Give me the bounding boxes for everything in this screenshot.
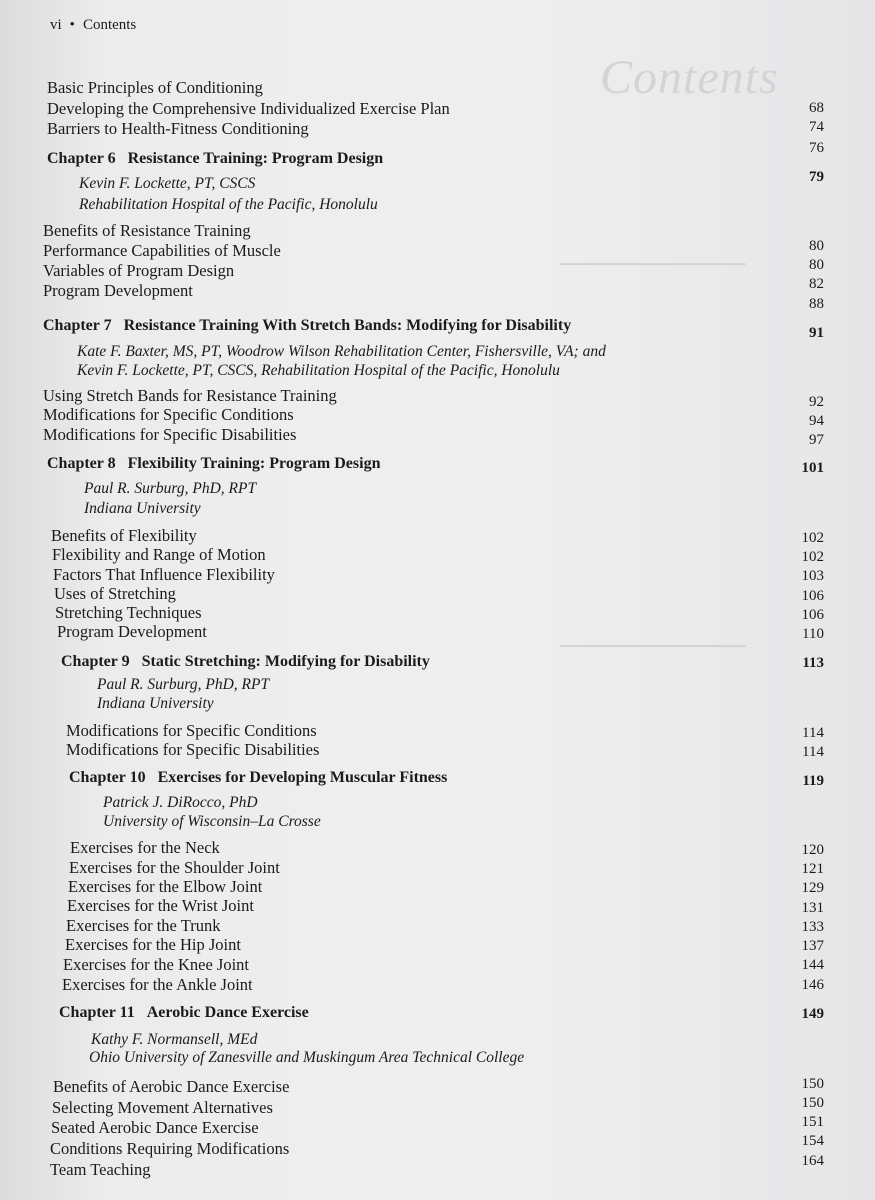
toc-page-number: 146 xyxy=(801,977,824,993)
chapter-6-page: 79 xyxy=(809,169,824,185)
toc-page-number: 120 xyxy=(801,842,824,858)
toc-page-number: 106 xyxy=(801,588,824,604)
toc-page-number: 82 xyxy=(809,276,824,292)
toc-page-number: 102 xyxy=(801,549,824,565)
chapter-6-title[interactable]: Chapter 6 Resistance Training: Program Design xyxy=(47,150,384,167)
toc-entry[interactable]: Modifications for Specific Disabilities xyxy=(66,740,320,759)
show-through-text: ━━━━━━━━━━━━━━━━━━━━━━━━━━━━ xyxy=(560,641,746,653)
toc-entry[interactable]: Benefits of Resistance Training xyxy=(43,221,251,240)
toc-entry[interactable]: Seated Aerobic Dance Exercise xyxy=(51,1118,259,1137)
toc-entry[interactable]: Barriers to Health-Fitness Conditioning xyxy=(47,119,309,138)
toc-page-number: 92 xyxy=(809,394,824,410)
chapter-9-title[interactable]: Chapter 9 Static Stretching: Modifying for Disability xyxy=(61,653,430,670)
chapter-10-page: 119 xyxy=(802,773,824,789)
chapter-6-affiliation: Rehabilitation Hospital of the Pacific, Honolulu xyxy=(79,196,378,213)
header-page-number: vi xyxy=(50,17,62,33)
toc-entry[interactable]: Benefits of Aerobic Dance Exercise xyxy=(53,1077,290,1096)
toc-page-number: 102 xyxy=(801,530,824,546)
toc-page-number: 164 xyxy=(801,1153,824,1169)
toc-page-number: 80 xyxy=(809,257,824,273)
toc-entry[interactable]: Flexibility and Range of Motion xyxy=(52,545,266,564)
toc-entry[interactable]: Team Teaching xyxy=(50,1160,151,1179)
toc-page-number: 144 xyxy=(801,957,824,973)
toc-page-number: 80 xyxy=(809,238,824,254)
toc-page-number: 97 xyxy=(809,432,824,448)
toc-page-number: 154 xyxy=(801,1133,824,1149)
toc-entry[interactable]: Exercises for the Neck xyxy=(70,838,220,857)
toc-entry[interactable]: Variables of Program Design xyxy=(43,261,235,280)
toc-entry[interactable]: Modifications for Specific Disabilities xyxy=(43,425,297,444)
chapter-10-author: Patrick J. DiRocco, PhD xyxy=(103,794,258,811)
toc-page-number: 133 xyxy=(801,919,824,935)
chapter-9-page: 113 xyxy=(802,655,824,671)
toc-entry[interactable]: Developing the Comprehensive Individualized Exercise Plan xyxy=(47,99,450,118)
toc-page-number: 129 xyxy=(801,880,824,896)
toc-entry[interactable]: Using Stretch Bands for Resistance Training xyxy=(43,386,337,405)
toc-page-number: 74 xyxy=(809,119,824,135)
chapter-7-author: Kate F. Baxter, MS, PT, Woodrow Wilson Rehabilitation Center, Fishersville, VA; and xyxy=(77,343,606,360)
toc-entry[interactable]: Modifications for Specific Conditions xyxy=(43,405,294,424)
toc-entry[interactable]: Exercises for the Trunk xyxy=(66,916,221,935)
chapter-8-author: Paul R. Surburg, PhD, RPT xyxy=(84,480,257,497)
chapter-7-page: 91 xyxy=(809,325,824,341)
chapter-6-author: Kevin F. Lockette, PT, CSCS xyxy=(79,175,256,192)
chapter-8-page: 101 xyxy=(801,460,824,476)
toc-page-number: 106 xyxy=(801,607,824,623)
chapter-10-affiliation: University of Wisconsin–La Crosse xyxy=(103,813,321,830)
toc-page-number: 151 xyxy=(801,1114,824,1130)
toc-entry[interactable]: Performance Capabilities of Muscle xyxy=(43,241,281,260)
toc-entry[interactable]: Factors That Influence Flexibility xyxy=(53,565,275,584)
toc-page-number: 114 xyxy=(802,744,824,760)
chapter-8-title[interactable]: Chapter 8 Flexibility Training: Program Design xyxy=(47,455,381,472)
toc-entry[interactable]: Program Development xyxy=(57,622,207,641)
header-bullet: • xyxy=(69,17,75,33)
toc-entry[interactable]: Exercises for the Knee Joint xyxy=(63,955,250,974)
chapter-9-author: Paul R. Surburg, PhD, RPT xyxy=(97,676,270,693)
toc-page-number: 150 xyxy=(801,1095,824,1111)
toc-page-number: 88 xyxy=(809,296,824,312)
show-through-heading: Contents xyxy=(600,51,779,104)
chapter-8-affiliation: Indiana University xyxy=(84,500,201,517)
chapter-9-affiliation: Indiana University xyxy=(97,695,214,712)
toc-entry[interactable]: Exercises for the Wrist Joint xyxy=(67,896,254,915)
toc-entry[interactable]: Benefits of Flexibility xyxy=(51,526,197,545)
chapter-7-title[interactable]: Chapter 7 Resistance Training With Stretch Bands: Modifying for Disability xyxy=(43,317,572,334)
chapter-11-affiliation: Ohio University of Zanesville and Muskingum Area Technical College xyxy=(89,1049,525,1066)
chapter-7-author: Kevin F. Lockette, PT, CSCS, Rehabilitation Hospital of the Pacific, Honolulu xyxy=(77,362,560,379)
toc-page-number: 150 xyxy=(801,1076,824,1092)
toc-page-number: 68 xyxy=(809,100,824,116)
header-title: Contents xyxy=(82,17,137,33)
toc-entry[interactable]: Exercises for the Ankle Joint xyxy=(62,975,253,994)
toc-entry[interactable]: Exercises for the Hip Joint xyxy=(65,935,241,954)
toc-page-number: 76 xyxy=(809,140,824,156)
toc-entry[interactable]: Program Development xyxy=(43,281,193,300)
toc-page-number: 110 xyxy=(802,626,824,642)
toc-page-number: 131 xyxy=(801,900,824,916)
chapter-10-title[interactable]: Chapter 10 Exercises for Developing Muscular Fitness xyxy=(69,769,448,786)
show-through-text: ━━━━━━━━━━━━━━━━━━━━━━━━━━━━ xyxy=(560,259,746,271)
toc-page-number: 94 xyxy=(809,413,824,429)
toc-page-number: 103 xyxy=(801,568,824,584)
chapter-11-title[interactable]: Chapter 11 Aerobic Dance Exercise xyxy=(59,1004,309,1021)
chapter-11-author: Kathy F. Normansell, MEd xyxy=(91,1031,258,1048)
toc-entry[interactable]: Exercises for the Shoulder Joint xyxy=(69,858,280,877)
toc-entry[interactable]: Basic Principles of Conditioning xyxy=(47,78,263,97)
chapter-11-page: 149 xyxy=(801,1006,824,1022)
toc-page-number: 121 xyxy=(801,861,824,877)
toc-entry[interactable]: Exercises for the Elbow Joint xyxy=(68,877,263,896)
toc-page-number: 114 xyxy=(802,725,824,741)
toc-entry[interactable]: Modifications for Specific Conditions xyxy=(66,721,317,740)
toc-entry[interactable]: Uses of Stretching xyxy=(54,584,176,603)
toc-entry[interactable]: Stretching Techniques xyxy=(55,603,202,622)
toc-entry[interactable]: Selecting Movement Alternatives xyxy=(52,1098,273,1117)
toc-entry[interactable]: Conditions Requiring Modifications xyxy=(50,1139,290,1158)
toc-page-number: 137 xyxy=(801,938,824,954)
running-header xyxy=(50,17,136,34)
